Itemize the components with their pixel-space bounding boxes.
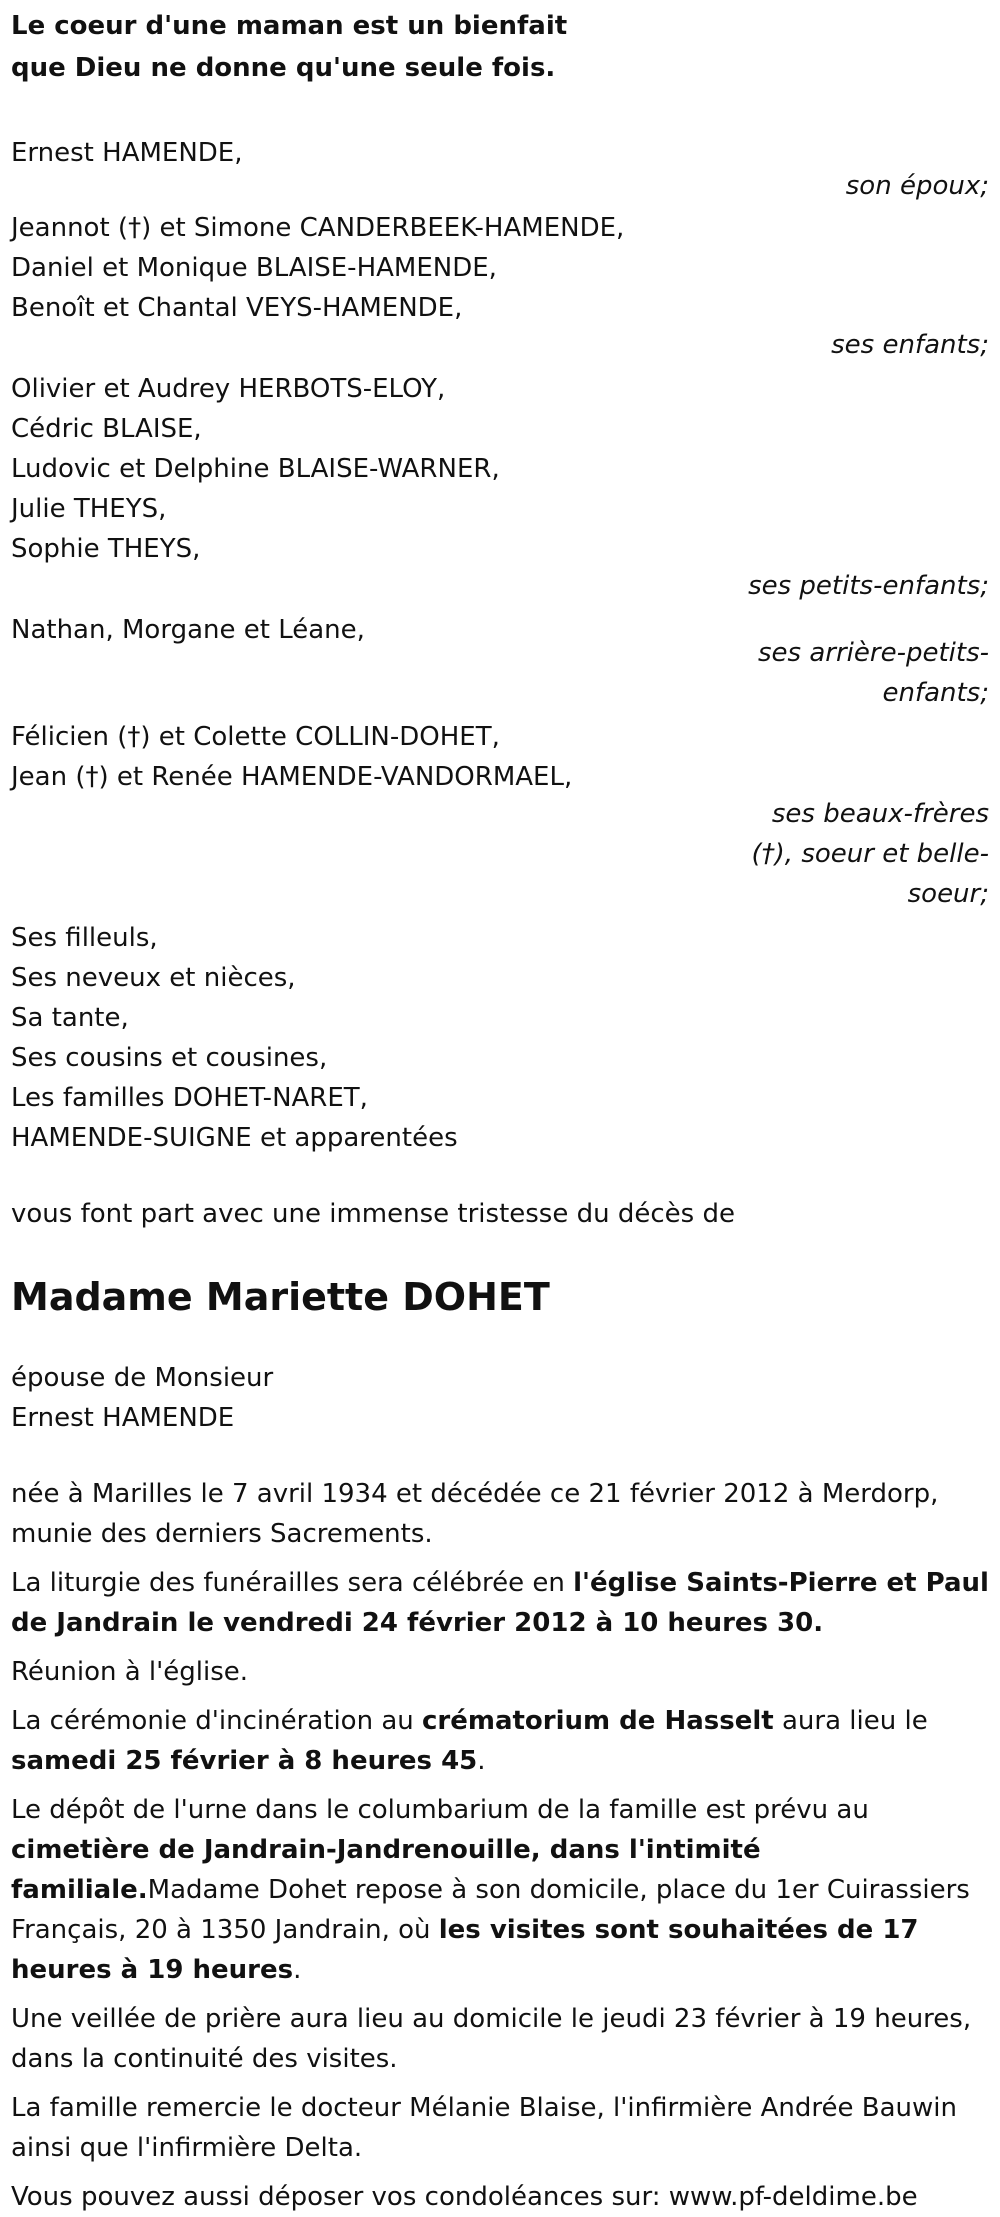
relative-line: Ses neveux et nièces,	[11, 963, 296, 993]
cemetery-name: cimetière de Jandrain-Jandrenouille, dans l'intimité familiale.	[11, 1835, 761, 1905]
family-name-line: Sophie THEYS,	[11, 534, 201, 564]
family-group-spouse	[11, 133, 989, 206]
vigil-paragraph: Une veillée de prière aura lieu au domicile le jeudi 23 février à 19 heures, dans la continuité des visites.	[11, 2004, 972, 2074]
relative-line: Ses cousins et cousines,	[11, 1043, 328, 1073]
family-name-line: Ludovic et Delphine BLAISE-WARNER,	[11, 454, 500, 484]
family-name-line: Nathan, Morgane et Léane,	[11, 615, 365, 645]
birth-death-paragraph: née à Marilles le 7 avril 1934 et décédée ce 21 février 2012 à Merdorp, munie des derniers Sacrements.	[11, 1479, 939, 1549]
family-group-children	[11, 208, 989, 365]
cremation-text: .	[477, 1746, 486, 1776]
cremation-text: aura lieu le	[773, 1706, 928, 1736]
spouse-mention	[11, 1358, 989, 1438]
family-name-line: Jean (†) et Renée HAMENDE-VANDORMAEL,	[11, 762, 573, 792]
family-role: ses petits-enfants;	[748, 571, 989, 601]
family-role: son époux;	[845, 171, 989, 201]
spouse-line: Ernest HAMENDE	[11, 1403, 235, 1433]
condolences-paragraph: Vous pouvez aussi déposer vos condoléances sur: www.pf-deldime.be	[11, 2182, 918, 2212]
family-name-line: Julie THEYS,	[11, 494, 167, 524]
urn-paragraph	[11, 1790, 989, 1990]
relative-line: HAMENDE-SUIGNE et apparentées	[11, 1123, 458, 1153]
relative-line: Ses filleuls,	[11, 923, 158, 953]
family-group-great-grandchildren	[11, 610, 989, 713]
reunion-paragraph: Réunion à l'église.	[11, 1657, 249, 1687]
family-name-line: Ernest HAMENDE,	[11, 138, 243, 168]
thanks-paragraph: La famille remercie le docteur Mélanie Blaise, l'infirmière Andrée Bauwin ainsi que l'infirmière Delta.	[11, 2093, 957, 2163]
announcement: vous font part avec une immense tristesse du décès de	[11, 1199, 735, 1229]
other-relatives	[11, 918, 989, 1158]
crematorium-name: crématorium de Hasselt	[422, 1706, 774, 1736]
urn-text: .	[293, 1955, 302, 1985]
family-role: ses enfants;	[831, 330, 989, 360]
cremation-paragraph	[11, 1701, 989, 1781]
relative-line: Sa tante,	[11, 1003, 129, 1033]
epitaph-line: Le coeur d'une maman est un bienfait	[11, 11, 568, 41]
visiting-hours: les visites sont souhaitées de 17 heures à 19 heures	[11, 1915, 919, 1985]
family-group-in-laws	[11, 717, 989, 914]
obituary-notice	[0, 5, 1000, 2212]
cremation-date: samedi 25 février à 8 heures 45	[11, 1746, 478, 1776]
urn-text: Le dépôt de l'urne dans le columbarium de la famille est prévu au	[11, 1795, 869, 1825]
cremation-text: La cérémonie d'incinération au	[11, 1706, 422, 1736]
epitaph-line: que Dieu ne donne qu'une seule fois.	[11, 53, 556, 83]
family-name-line: Benoît et Chantal VEYS-HAMENDE,	[11, 293, 463, 323]
relative-line: Les familles DOHET-NARET,	[11, 1083, 368, 1113]
family-name-line: Olivier et Audrey HERBOTS-ELOY,	[11, 374, 446, 404]
family-group-grandchildren	[11, 369, 989, 606]
epitaph	[11, 5, 989, 89]
family-name-line: Cédric BLAISE,	[11, 414, 202, 444]
family-role: ses beaux-frères (†), soeur et belle-soeur;	[751, 799, 989, 909]
urn-text: Madame Dohet repose à son domicile, place du 1er Cuirassiers Français, 20 à 1350 Jandrain, où	[11, 1875, 970, 1945]
funeral-paragraph	[11, 1563, 989, 1643]
deceased-name: Madame Mariette DOHET	[11, 1275, 550, 1319]
details	[11, 1474, 989, 2217]
family-name-line: Jeannot (†) et Simone CANDERBEEK-HAMENDE,	[11, 213, 625, 243]
funeral-location-date: l'église Saints-Pierre et Paul de Jandrain le vendredi 24 février 2012 à 10 heures 30.	[11, 1568, 989, 1638]
spouse-line: épouse de Monsieur	[11, 1363, 274, 1393]
family-name-line: Daniel et Monique BLAISE-HAMENDE,	[11, 253, 497, 283]
family-name-line: Félicien (†) et Colette COLLIN-DOHET,	[11, 722, 500, 752]
funeral-text: La liturgie des funérailles sera célébrée en	[11, 1568, 574, 1598]
family-role: ses arrière-petits-enfants;	[758, 638, 989, 708]
